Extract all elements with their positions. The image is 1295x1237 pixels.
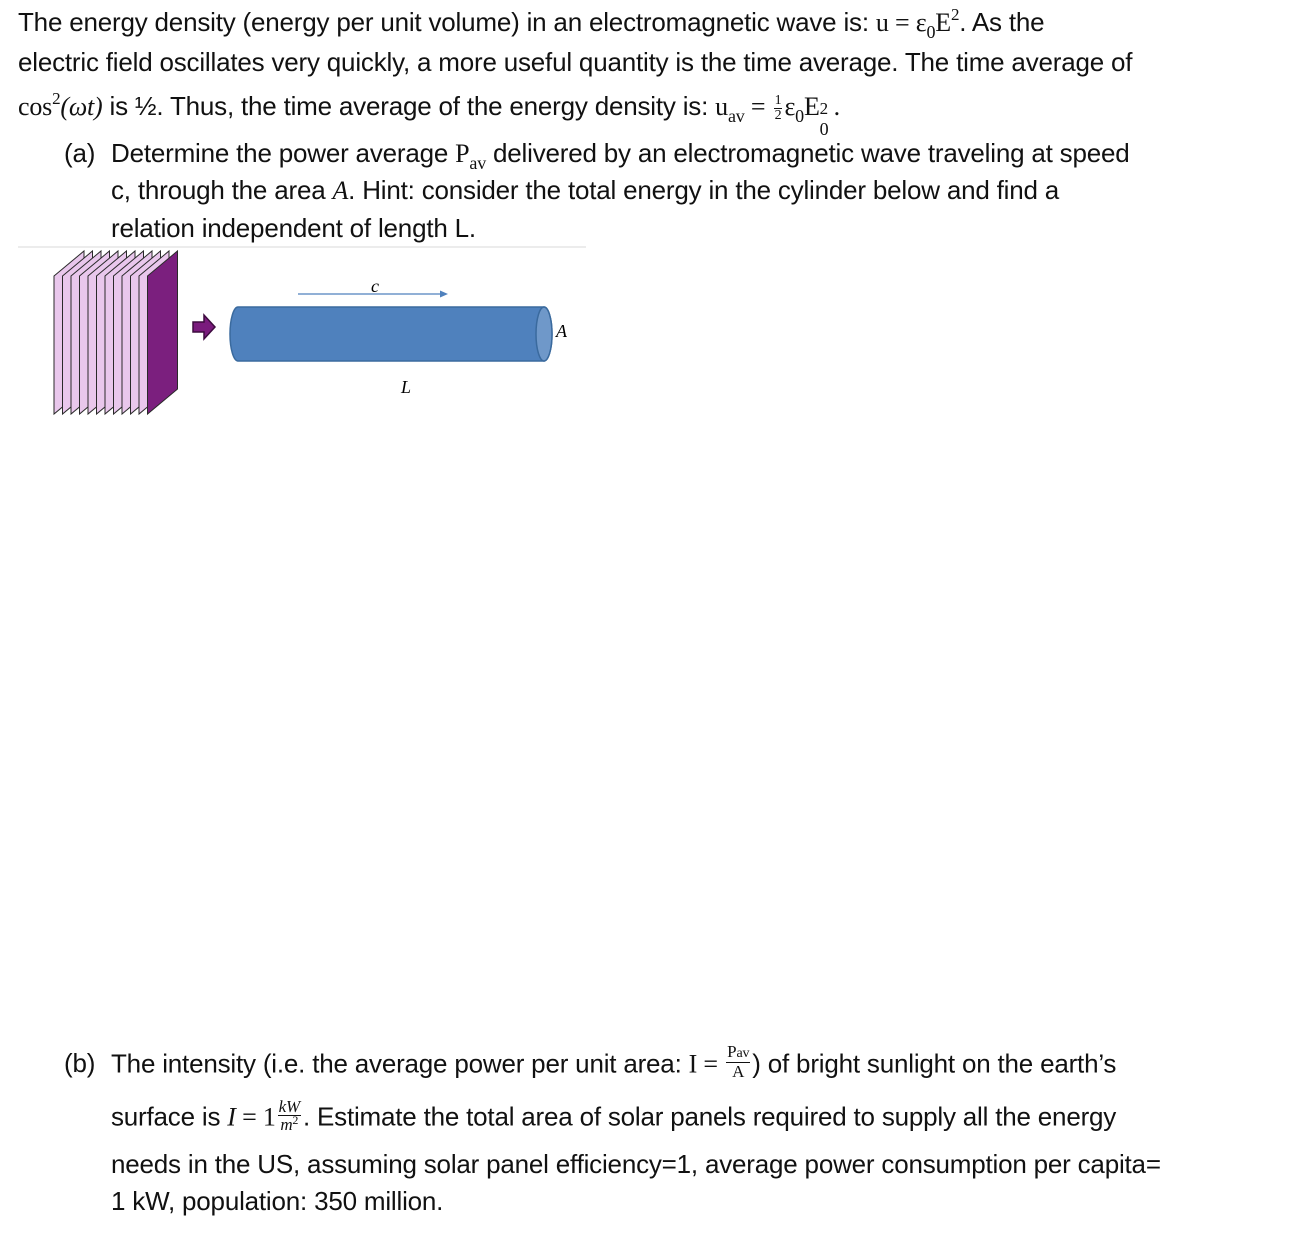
cylinder (230, 307, 552, 361)
part-b-line-1: The intensity (i.e. the average power per unit area: I = $\frac{\text{Pav}}{A}$ ) of bright sunlight on the earth’s (111, 1042, 1117, 1081)
intro-line-2: electric field oscillates very quickly, a more useful quantity is the time average. The time average of (18, 47, 1133, 77)
label-c: c (371, 276, 379, 296)
cylinder-figure (40, 246, 600, 426)
part-b-line-2: surface is I = 1 $\frac{kW}{m^2}$ . Estimate the total area of solar panels required to supply all the energy (111, 1097, 1117, 1134)
part-b-line-4: 1 kW, population: 350 million. (111, 1186, 444, 1216)
intro-line-3: $\cos^2(\omega t)$ is ½. Thus, the time average of the energy density is: $u_{av}$ = $\frac{1}{2}$ $\varepsilon_0E$ 2 0 . (18, 89, 840, 139)
cylinder-end-face (536, 307, 552, 361)
wave-direction-arrow-icon (193, 315, 215, 339)
one-half-fraction: $\frac{1}{2}$ (774, 92, 782, 123)
part-a-line-2: c, through the area A. Hint: consider the total energy in the cylinder below and find a (111, 175, 1060, 205)
pav-over-a-fraction: $\frac{\text{Pav}}{A}$ (727, 1042, 750, 1081)
part-b-line-3: needs in the US, assuming solar panel efficiency=1, average power consumption per capita= (111, 1149, 1161, 1179)
kw-per-m2-fraction: $\frac{kW}{m^2}$ (278, 1097, 300, 1134)
wavefront-plates (54, 251, 178, 414)
part-a-line-3: relation independent of length L. (111, 213, 476, 243)
part-a-line-1: Determine the power average $P_{av}$ delivered by an electromagnetic wave traveling at speed (111, 138, 1130, 173)
part-a-label: (a) (64, 138, 96, 168)
intro-line-1: The energy density (energy per unit volume) in an electromagnetic wave is: $u = \varepsilon_0E^2$. As the (18, 5, 1045, 42)
wavefront-plate (148, 251, 178, 414)
label-A: A (556, 321, 567, 341)
label-L: L (401, 377, 412, 397)
part-b-label: (b) (64, 1048, 96, 1078)
